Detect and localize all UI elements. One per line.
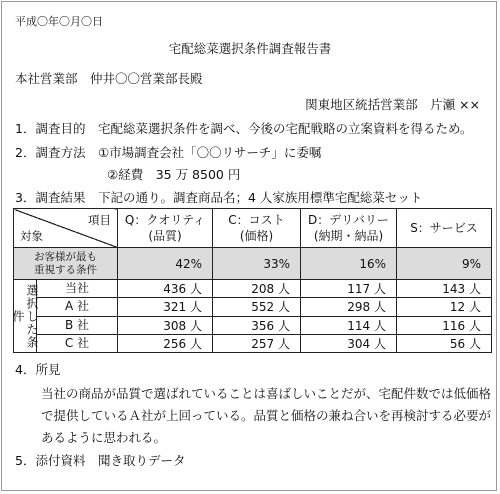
table-corner-cell — [14, 209, 118, 248]
table-cell: 552 人 — [213, 298, 301, 316]
column-header-cost: C：コスト (価格) — [213, 209, 301, 248]
section-findings: 4．所見 — [15, 362, 61, 377]
table-cell: 208 人 — [213, 280, 301, 298]
table-cell: 12 人 — [397, 298, 492, 316]
results-table — [13, 208, 492, 353]
company-label: 当社 — [37, 280, 117, 298]
document-title: 宅配総菜選択条件調査報告書 — [168, 41, 332, 56]
table-cell: 321 人 — [118, 298, 213, 316]
document-page — [1, 1, 497, 491]
table-cell: 356 人 — [213, 316, 301, 334]
table-cell: 308 人 — [118, 316, 213, 334]
priority-cost: 33% — [213, 248, 301, 280]
table-cell: 257 人 — [213, 334, 301, 352]
group-label: 選択した条件 — [14, 280, 37, 352]
column-header-service: S：サービス — [397, 209, 492, 248]
section-purpose: 1．調査目的 宅配総菜選択条件を調べ、今後の宅配戦略の立案資料を得るため。 — [15, 121, 473, 136]
priority-row — [14, 248, 492, 280]
table-header-row — [14, 209, 492, 248]
table-cell: 304 人 — [301, 334, 397, 352]
table-cell: 436 人 — [118, 280, 213, 298]
priority-delivery: 16% — [301, 248, 397, 280]
company-label: B 社 — [37, 317, 117, 335]
column-header-delivery: D：デリバリー (納期・納品) — [301, 209, 397, 248]
table-cell: 114 人 — [301, 316, 397, 334]
group-cell — [11, 280, 118, 353]
column-header-quality: Q：クオリティ (品質) — [118, 209, 213, 248]
table-cell: 256 人 — [118, 334, 213, 352]
document-date: 平成〇年〇月〇日 — [15, 15, 103, 28]
priority-quality: 42% — [118, 248, 213, 280]
priority-label: お客様が最も 重視する条件 — [14, 248, 118, 280]
section-method: 2．調査方法 ①市場調査会社「〇〇リサーチ」に委嘱 — [15, 145, 322, 160]
recipient: 本社営業部 仲井〇〇営業部長殿 — [15, 71, 203, 86]
table-cell: 117 人 — [301, 280, 397, 298]
table-cell: 116 人 — [397, 316, 492, 334]
company-label: A 社 — [37, 298, 117, 316]
section-method-cost: ②経費 35 万 8500 円 — [107, 167, 241, 182]
corner-target-label: 対象 — [20, 229, 43, 243]
corner-item-label: 項目 — [88, 213, 111, 227]
table-row — [14, 280, 492, 298]
company-label: C 社 — [64, 335, 90, 350]
findings-text: 当社の商品が品質で選ばれていることは喜ばしいことだが、宅配件数では低価格で提供しているＡ社が上回っている。品質と価格の兼ね合いを再検討する必要があるように思われる。 — [41, 386, 492, 445]
priority-service: 9% — [397, 248, 492, 280]
table-cell: 298 人 — [301, 298, 397, 316]
sender: 関東地区統括営業部 片瀬 ×× — [305, 97, 480, 112]
table-cell: 143 人 — [397, 280, 492, 298]
section-results: 3．調査結果 下記の通り。調査商品名；4 人家族用標準宅配総菜セット — [15, 190, 423, 205]
table-cell: 56 人 — [397, 334, 492, 352]
section-attachments: 5．添付資料 聞き取りデータ — [15, 453, 186, 468]
